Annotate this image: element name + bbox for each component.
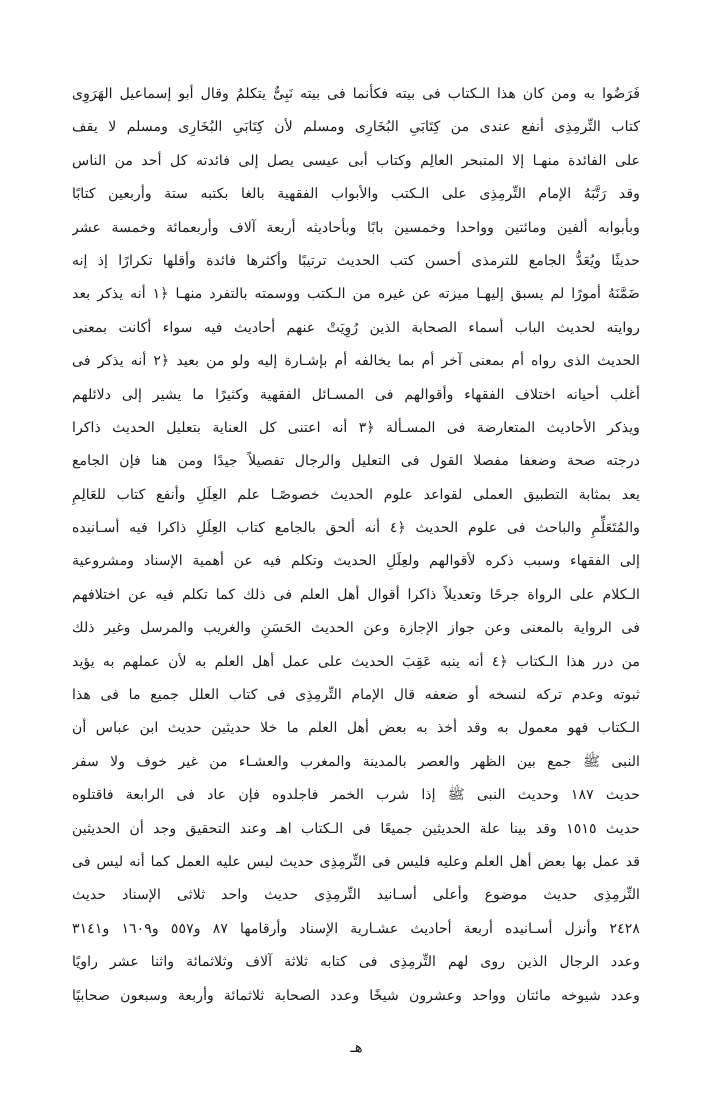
- text-line: يعد بمثابة التطبيق العملى لقواعد علوم الحديث خصوصًـا علم العِلَلِ وأنفع كتاب للعَالِمِ: [72, 486, 640, 503]
- text-line: قد عمل بها بعض أهل العلم وعليه فليس فى التِّرمِذِى حديث ليس عليه العمل كما أنه ليس فى: [72, 853, 640, 870]
- text-line: أغلب أحيانه اختلاف الفقهاء وأقوالهم فى المسـائل الفقهية وكثيرًا ما يشير إلى دلائلهم: [72, 386, 640, 403]
- text-line: ضَمَّنَهُ أمورًا لم يسبق إليهـا ميزته عن غيره من الـكتب ووسمته بالتفرد منهـا ﴿١ أنه يذكر بعد: [72, 286, 640, 303]
- body-text: [72, 78, 640, 1013]
- text-line: الـكلام على الرواة جرحًا وتعديلاً ذاكرا أقوال أهل العلم فى ذلك كما تكلم فيه عن اختلافهم: [72, 586, 640, 603]
- text-line: الحديث الذى رواه أم بمعنى آخر أم بما يخالفه أم بإشـارة إليه ولو من بعيد ﴿٢ أنه يذكر فى: [72, 353, 640, 370]
- text-line: درجته صحة وضعفا مفصلا القول فى التعليل والرجال تفصيلاً جيدًا ومن هنا فإن الجامع: [72, 453, 640, 470]
- text-line: إلى الفقهاء وسبب ذكره لأقوالهم ولعِلَلِ الحديث وتكلم فيه عن أهمية الإسناد ومشروعية: [72, 553, 640, 570]
- text-line: والمُتَعَلِّمِ والباحث فى علوم الحديث ﴿٤ أنه ألحق بالجامع كتاب العِلَلِ ذاكرا فيه أسـانيده: [72, 520, 640, 537]
- text-line: ثبوته وعدم تركه لنسخه أو ضعفه قال الإمام التِّرمِذِى فى كتاب العلل جميع ما فى هذا: [72, 687, 640, 704]
- text-line: التِّرمِذِى حديث موضوع وأعلى أسـانيد التِّرمِذِى حديث واحد ثلاثى الإسناد حديث: [72, 887, 640, 904]
- text-line: فَرَضُوا به ومن كان هذا الـكتاب فى بيته فكأنما فى بيته نَبِىٌّ يتكلمُ وقال أبو إسماعيل الهَرَوِى: [72, 86, 640, 102]
- text-line: كتاب التِّرمِذِى أنفع عندى من كِتَابَىِ البُخَارِى ومسلم لأن كِتَابَىِ البُخَارِى ومسلم لا يقف: [72, 119, 640, 136]
- page-number: هـ: [350, 1038, 363, 1056]
- text-line: النبى ﷺ جمع بين الظهر والعصر بالمدينة والمغرب والعشـاء من غير خوف ولا سفر: [72, 753, 640, 770]
- text-line: وعدد الرجال الذين روى لهم التِّرمِذِى فى كتابه ثلاثة آلاف وثلاثمائة واثنا عشر راويًا: [72, 954, 640, 971]
- text-line: حديث ١٥١٥ وقد بينا علة الحديثين جميعًا فى الـكتاب اهـ وعند التحقيق وجد أن الحديثين: [72, 820, 640, 837]
- text-line: على الفائدة منهـا إلا المتبحر العالِم وكتاب أبى عيسى يصل إلى فائدته كل أحد من الناس: [72, 152, 640, 169]
- text-line: حديثًا ويُعَدُّ الجامع للترمذى أحسن كتب الحديث ترتيبًا وأكثرها فائدة وأقلها تكرارًا إذ إنه: [72, 252, 640, 269]
- text-line: حديث ١٨٧ وحديث النبى ﷺ إذا شرب الخمر فاجلدوه فإن عاد فى الرابعة فاقتلوه: [72, 787, 640, 804]
- text-line: روايته لحديث الباب أسماء الصحابة الذين رُوِيَتْ عنهم أحاديث فيه سواء أكانت بمعنى: [72, 319, 640, 336]
- text-line: وقد رَتَّبَهُ الإمام التِّرمِذِى على الـكتب والأبواب الفقهية بالغا بكتبه ستة وأربعين كتابًا: [72, 186, 640, 203]
- text-line: ٢٤٢٨ وأنزل أسـانيده أربعة أحاديث عشـارية الإسناد وأرقامها ٨٧ و٥٥٧ و١٦٠٩ و٣١٤١: [72, 920, 640, 937]
- text-line: الـكتاب فهو معمول به وقد أخذ به بعض أهل العلم ما خلا حديثين حديث ابن عباس أن: [72, 720, 640, 737]
- text-line: وعدد شيوخه مائتان وواحد وعشرون شيخًا وعدد الصحابة ثلاثمائة وأربعة وسبعون صحابيًا: [72, 987, 640, 1004]
- text-line: وبأبوابه ألفين ومائتين وواحدا وخمسين بابًا وبأحاديثه أربعة آلاف وأربعمائة وخمسة عشر: [72, 219, 640, 236]
- text-line: ويذكر الأحاديث المتعارضة فى المسـألة ﴿٣ أنه اعتنى كل العناية بتعليل الحديث ذاكرا: [72, 419, 640, 436]
- text-line: فى الرواية بالمعنى وعن جواز الإجازة وعن الحديث الحَسَنِ والغريب والمرسل وغير ذلك: [72, 620, 640, 637]
- text-line: من درر هذا الـكتاب ﴿٤ أنه ينبه عَقِبَ الحديث على عمل أهل العلم به لأن عملهم به يؤيد: [72, 653, 640, 670]
